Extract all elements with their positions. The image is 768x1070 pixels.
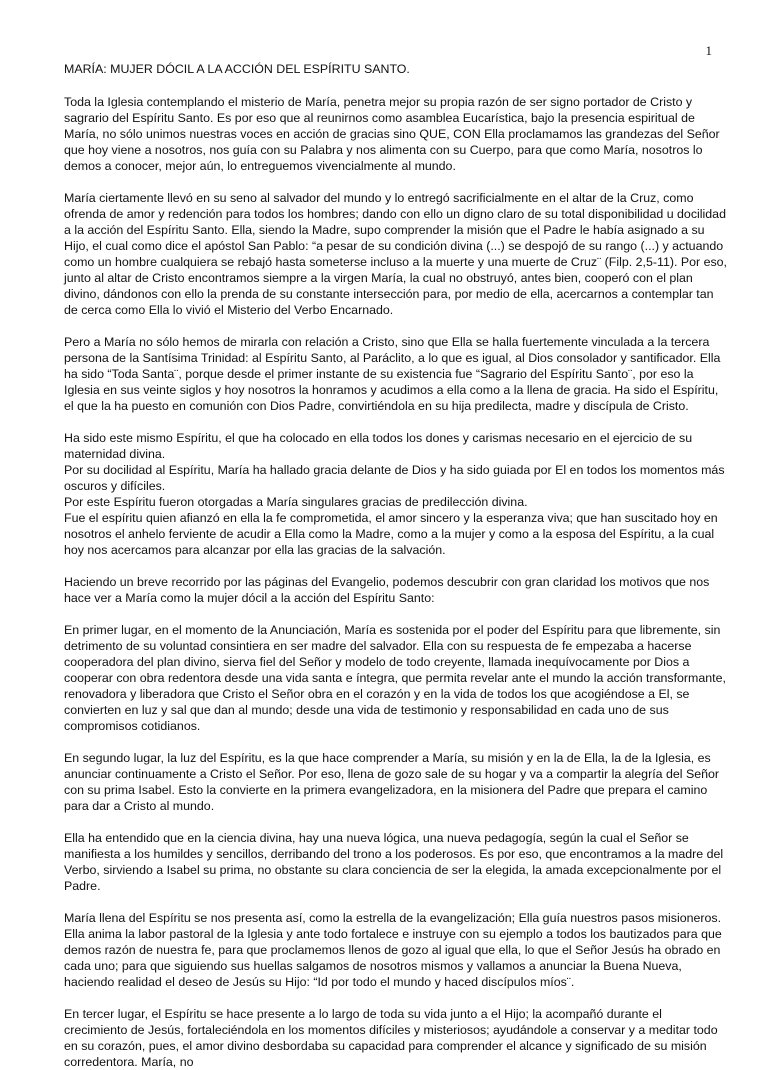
paragraph: Por su docilidad al Espíritu, María ha hallado gracia delante de Dios y ha sido guiada por El en todos los momentos más oscuros y difíciles. xyxy=(64,463,725,493)
paragraph: Pero a María no sólo hemos de mirarla con relación a Cristo, sino que Ella se halla fuertemente vinculada a la tercera persona de la Santísima Trinidad: al Espíritu Santo, al Paráclito, a lo que es igual, al Dios consolador y santificador. Ella ha sido “Toda Santa¨, porque desde el primer instante de su existencia fue “Sagrario del Espíritu Santo¨, por eso la Iglesia en sus veinte siglos y hoy nosotros la honramos y acudimos a ella como a la llena de gracia. Ha sido el Espíritu, el que la ha puesto en comunión con Dios Padre, convirtiéndola en su hija predilecta, madre y discípula de Cristo. xyxy=(64,335,721,413)
page-number: 1 xyxy=(705,43,712,58)
paragraph: María ciertamente llevó en su seno al salvador del mundo y lo entregó sacrificialmente en el altar de la Cruz, como ofrenda de amor y redención para todos los hombres; dando con ello un digno claro de su total disponibilidad u docilidad a la acción del Espíritu Santo. Ella, siendo la Madre, supo comprender la misión que el Padre le había asignado a su Hijo, el cual como dice el apóstol San Pablo: “a pesar de su condición divina (...) se despojó de su rango (...) y actuando como un hombre cualquiera se rebajó hasta someterse incluso a la muerte y una muerte de Cruz¨ (Filp. 2,5-11). Por eso, junto al altar de Cristo encontramos siempre a la virgen María, la cual no obstruyó, antes bien, cooperó con el plan divino, dándonos con ello la prenda de su constante intersección para, por medio de ella, acercarnos a contemplar tan de cerca como Ella lo vivió el Misterio del Verbo Encarnado. xyxy=(64,191,727,317)
paragraph: Fue el espíritu quien afianzó en ella la fe comprometida, el amor sincero y la esperanza viva; que han suscitado hoy en nosotros el anhelo ferviente de acudir a Ella como la Madre, como a la mujer y como a la esposa del Espíritu, a la cual hoy nos acercamos para alcanzar por ella las gracias de la salvación. xyxy=(64,511,718,557)
paragraph: Toda la Iglesia contemplando el misterio de María, penetra mejor su propia razón de ser signo portador de Cristo y sagrario del Espíritu Santo. Es por eso que al reunirnos como asamblea Eucarística, bajo la presencia espiritual de María, no sólo unimos nuestras voces en acción de gracias sino QUE, CON Ella proclamamos las grandezas del Señor que hoy viene a nosotros, nos guía con su Palabra y nos alimenta con su Cuerpo, para que como María, nosotros lo demos a conocer, mejor aún, lo entreguemos vivencialmente al mundo. xyxy=(64,95,720,173)
paragraph: En segundo lugar, la luz del Espíritu, es la que hace comprender a María, su misión y en la de Ella, la de la Iglesia, es anunciar continuamente a Cristo el Señor. Por eso, llena de gozo sale de su hogar y va a compartir la alegría del Señor con su prima Isabel. Esto la convierte en la primera evangelizadora, en la misionera del Padre que prepara el camino para dar a Cristo al mundo. xyxy=(64,751,720,813)
document-title: MARÍA: MUJER DÓCIL A LA ACCIÓN DEL ESPÍRITU SANTO. xyxy=(64,62,410,76)
paragraph: Por este Espíritu fueron otorgadas a María singulares gracias de predilección divina. xyxy=(64,495,528,509)
paragraph: Ha sido este mismo Espíritu, el que ha colocado en ella todos los dones y carismas necesario en el ejercicio de su maternidad divina. xyxy=(64,431,693,461)
paragraph: En primer lugar, en el momento de la Anunciación, María es sostenida por el poder del Espíritu para que libremente, sin detrimento de su voluntad consintiera en ser madre del salvador. Ella con su respuesta de fe empezaba a hacerse cooperadora del plan divino, sierva fiel del Señor y modelo de todo creyente, llamada inequívocamente por Dios a cooperar con obra redentora desde una vida santa e íntegra, que permita revelar ante el mundo la acción transformante, renovadora y liberadora que Cristo el Señor obra en el corazón y en la vida de todos los que acogiéndose a El, se convierten en luz y sal que dan al mundo; desde una vida de testimonio y responsabilidad en cada uno de sus compromisos cotidianos. xyxy=(64,623,726,733)
paragraph: Ella ha entendido que en la ciencia divina, hay una nueva lógica, una nueva pedagogía, según la cual el Señor se manifiesta a los humildes y sencillos, derribando del trono a los poderosos. Es por eso, que encontramos a la madre del Verbo, sirviendo a Isabel su prima, no obstante su clara conciencia de ser la elegida, la amada excepcionalmente por el Padre. xyxy=(64,831,724,893)
paragraph: En tercer lugar, el Espíritu se hace presente a lo largo de toda su vida junto a el Hijo; la acompañó durante el crecimiento de Jesús, fortaleciéndola en los momentos difíciles y misteriosos; ayudándole a conservar y a meditar todo en su corazón, pues, el amor divino desbordaba su capacidad para comprender el alcance y significado de su misión corredentora. María, no xyxy=(64,1007,718,1069)
paragraph: María llena del Espíritu se nos presenta así, como la estrella de la evangelización; Ella guía nuestros pasos misioneros. Ella anima la labor pastoral de la Iglesia y ante todo fortalece e instruye con su ejemplo a todos los bautizados para que demos razón de nuestra fe, para que proclamemos llenos de gozo al igual que ella, lo que el Señor Jesús ha obrado en cada uno; para que siguiendo sus huellas salgamos de nosotros mismos y vallamos a anunciar la Buena Nueva, haciendo realidad el deseo de Jesús su Hijo: “Id por todo el mundo y haced discípulos míos¨. xyxy=(64,911,722,989)
paragraph: Haciendo un breve recorrido por las páginas del Evangelio, podemos descubrir con gran claridad los motivos que nos hace ver a María como la mujer dócil a la acción del Espíritu Santo: xyxy=(64,575,710,605)
